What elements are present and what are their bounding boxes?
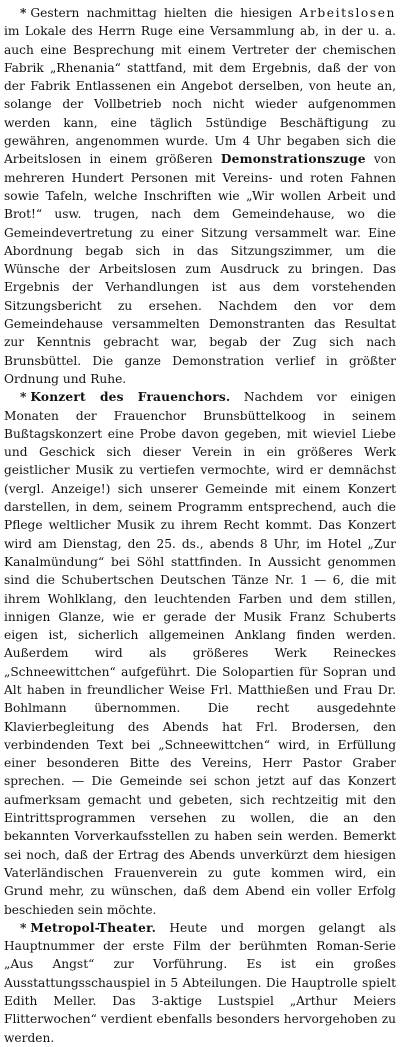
article-frauenchor-konzert [4, 388, 396, 919]
article-text: Heute und morgen gelangt als Hauptnummer der erste Film der berühmten Roman-Serie „Aus Angst“ zur Vorführung. Es ist ein großes Ausstattungsschauspiel in 5 Abteilungen. Die Hauptrolle spielt Edith Meller. Das 3-aktige Lustspiel „Arthur Meiers Flitterwochen“ verdient ebenfalls besonders hervorgehoben zu werden. [4, 920, 396, 1045]
article-text: im Lokale des Herrn Ruge eine Versammlung ab, in der u. a. auch eine Besprechung mit einem Vertreter der chemischen Fabrik „Rhenania“ stattfand, mit dem Ergebnis, daß der von der Fabrik Entlassenen ein Angebot derselben, von heute an, solange der Vollbetrieb noch nicht wieder aufgenommen werden kann, eine täglich 5stündige Beschäftigung zu gewähren, angenommen wurde. Um 4 Uhr begaben sich die Arbeitslosen in einem größeren [4, 24, 396, 167]
article-text: von mehreren Hundert Personen mit Vereins- und roten Fahnen sowie Tafeln, welche Inschriften wie „Wir wollen Arbeit und Brot!“ usw. trugen, nach dem Gemeindehause, wo die Gemeindevertretung zu einer Sitzung versammelt war. Eine Abordnung begab sich in das Sitzungszimmer, um die Wünsche der Arbeitslosen zum Ausdruck zu bringen. Das Ergebnis der Verhandlungen ist aus dem vorstehenden Sitzungsbericht zu ersehen. Nachdem den vor dem Gemeindehause versammelten Demonstranten das Resultat zur Kenntnis gebracht war, begab der Zug sich nach Brunsbüttel. Die ganze Demonstration verlief in größter Ordnung und Ruhe. [4, 152, 396, 386]
article-heading: Demonstrationszuge [220, 152, 366, 167]
article-metropol-theater [4, 919, 396, 1047]
article-text: Nachdem vor einigen Monaten der Frauenchor Brunsbüttelkoog in seinem Bußtagskonzert eine Probe davon gegeben, mit wieviel Liebe und Geschick sich dieser Verein in ein größeres Werk geistlicher Musik zu vertiefen vermochte, wird er demnächst (vergl. Anzeige!) sich unserer Gemeinde mit einem Konzert darstellen, in dem, seinem Programm entsprechend, auch die Pflege weltlicher Musik zu ihrem Recht kommt. Das Konzert wird am Dienstag, den 25. ds., abends 8 Uhr, im Hotel „Zur Kanalmündung“ bei Söhl stattfinden. In Aussicht genommen sind die Schubertschen Deutschen Tänze Nr. 1 — 6, die mit ihrem Wohlklang, den leuchtenden Farben und dem stillen, innigen Glanze, wie er gerade der Musik Franz Schuberts eigen ist, sicherlich allgemeinen Anklang finden werden. Außerdem wird als größeres Werk Reineckes „Schneewittchen“ aufgeführt. Die Solopartien für Sopran und Alt haben in freundlicher Weise Frl. Matthießen und Frau Dr. Bohlmann übernommen. Die recht ausgedehnte Klavierbegleitung des Abends hat Frl. Brodersen, den verbindenden Text bei „Schneewittchen“ wird, in Erfüllung einer besonderen Bitte des Vereins, Herr Pastor Graber sprechen. — Die Gemeinde sei schon jetzt auf das Konzert aufmerksam gemacht und gebeten, sich rechtzeitig mit den Eintrittsprogrammen versehen zu wollen, die an den bekannten Vorverkaufsstellen zu haben sein werden. Bemerkt sei noch, daß der Ertrag des Abends unverkürzt dem hiesigen Vaterländischen Frauenverein zu gute kommen wird, ein Grund mehr, zu wünschen, daß dem Abend ein voller Erfolg beschieden sein möchte. [4, 390, 396, 917]
emphasized-word: Arbeitslosen [299, 6, 396, 20]
article-marker: * [20, 6, 27, 20]
article-heading: Konzert des Frauenchors. [30, 390, 231, 405]
article-marker: * [20, 920, 27, 935]
article-text: Gestern nachmittag hielten die hiesigen [30, 6, 300, 20]
article-arbeitslose [4, 4, 396, 388]
article-marker: * [20, 390, 27, 405]
article-heading: Metropol-Theater. [30, 920, 157, 935]
